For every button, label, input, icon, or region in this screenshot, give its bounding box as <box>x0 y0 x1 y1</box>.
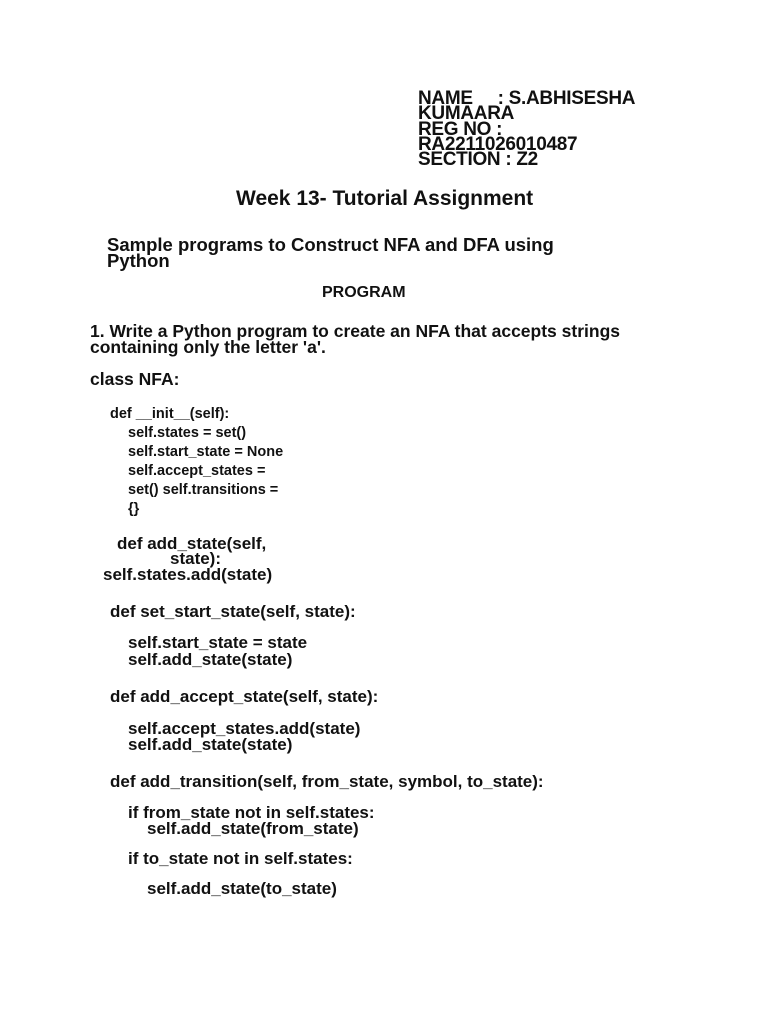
name-line: NAME : S.ABHISESHA <box>418 88 636 109</box>
code-line: self.states = set() <box>128 425 247 441</box>
question-line-1: 1. Write a Python program to create an NFA that accepts strings <box>90 321 620 341</box>
code-line: set() self.transitions = <box>128 482 279 498</box>
name-continuation: KUMAARA <box>418 103 515 124</box>
program-heading: PROGRAM <box>322 284 406 301</box>
class-declaration: class NFA: <box>90 369 180 389</box>
subtitle-line-1: Sample programs to Construct NFA and DFA using <box>107 234 554 255</box>
reg-label: REG NO : <box>418 119 503 140</box>
code-line: def set_start_state(self, state): <box>110 602 356 621</box>
code-line: self.accept_states = <box>128 463 266 479</box>
reg-value: RA2211026010487 <box>418 134 578 155</box>
code-line: self.add_state(state) <box>128 650 293 669</box>
code-line: def add_transition(self, from_state, symbol, to_state): <box>110 772 544 791</box>
subtitle-line-2: Python <box>107 250 170 271</box>
code-line: self.states.add(state) <box>103 565 273 584</box>
section: SECTION : Z2 <box>418 149 538 170</box>
question-line-2: containing only the letter 'a'. <box>90 337 326 357</box>
code-line: if from_state not in self.states: <box>128 803 375 822</box>
code-line: def __init__(self): <box>110 406 230 422</box>
code-line: self.start_state = state <box>128 633 308 652</box>
page-title: Week 13- Tutorial Assignment <box>236 187 534 210</box>
code-line: self.add_state(to_state) <box>147 879 337 898</box>
code-line: if to_state not in self.states: <box>128 849 353 868</box>
code-line: self.start_state = None <box>128 444 284 460</box>
code-line: def add_state(self, <box>117 534 267 553</box>
code-line: self.accept_states.add(state) <box>128 719 361 738</box>
code-line: def add_accept_state(self, state): <box>110 687 379 706</box>
code-line: self.add_state(from_state) <box>147 819 359 838</box>
code-line: self.add_state(state) <box>128 735 293 754</box>
code-line: state): <box>170 549 222 568</box>
code-line: {} <box>128 501 140 517</box>
